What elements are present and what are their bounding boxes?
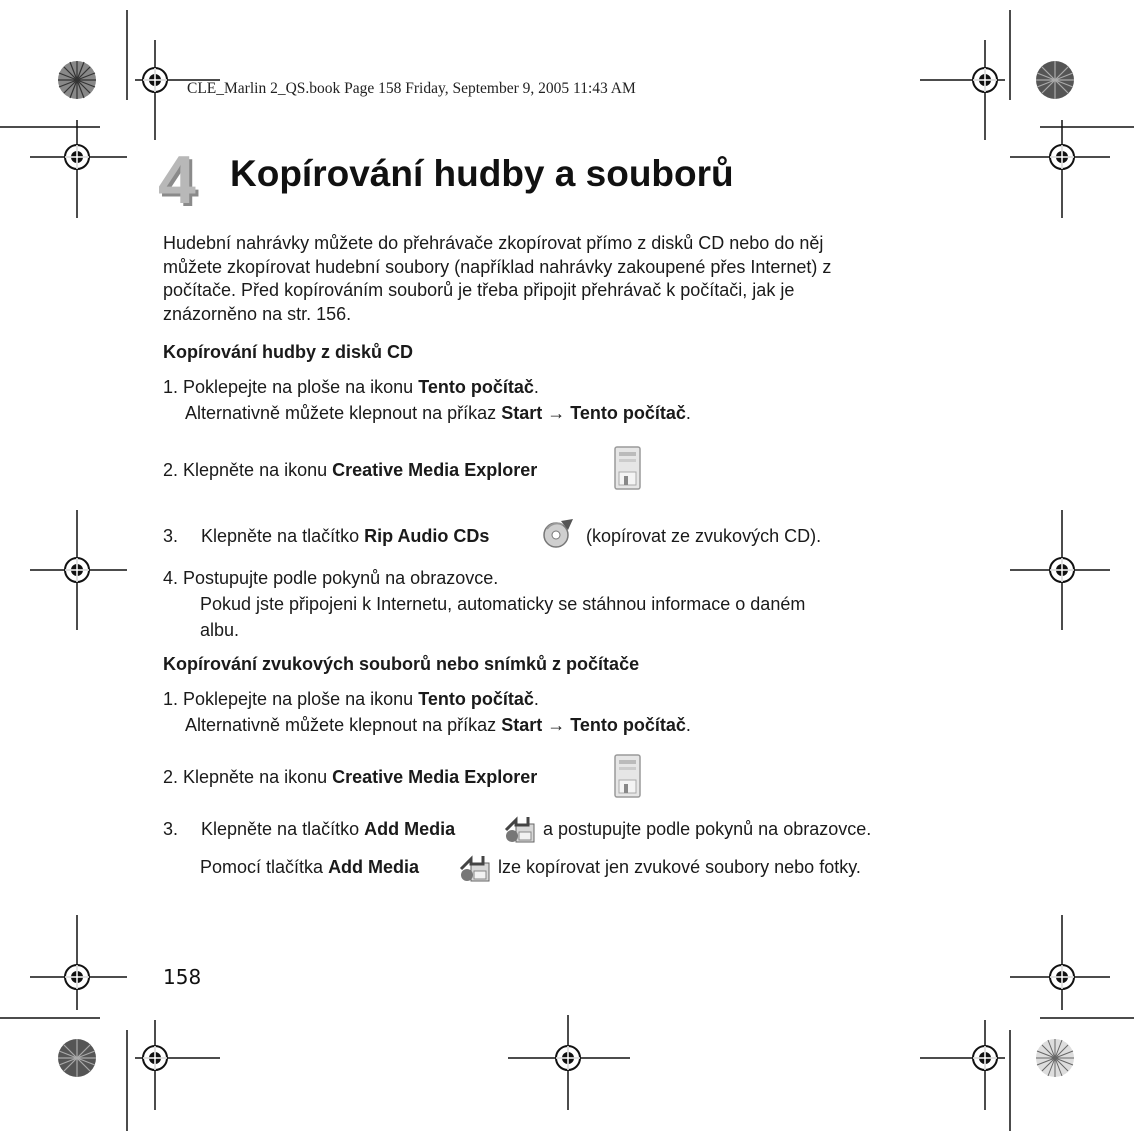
step-3 [201, 818, 455, 840]
step-text: 1. Poklepejte na ploše na ikonu [163, 377, 419, 397]
step-4-detail: Pokud jste připojeni k Internetu, automaticky se stáhnou informace o daném [200, 594, 806, 614]
arrow-symbol: → [542, 715, 571, 735]
step-1 [163, 688, 539, 710]
step-text: . [685, 403, 691, 423]
note-bold: Add Media [328, 857, 420, 877]
step-bold: Creative Media Explorer [332, 767, 538, 787]
rip-audio-cd-icon [541, 517, 575, 549]
section-heading-files: Kopírování zvukových souborů nebo snímků z počítače [163, 654, 640, 674]
arrow-symbol: → [542, 403, 571, 423]
step-bold: Tento počítač [570, 403, 686, 423]
step-2 [163, 766, 537, 788]
note-text: Pomocí tlačítka [200, 857, 329, 877]
step-bold: Start [501, 715, 543, 735]
step-text: Alternativně můžete klepnout na příkaz [185, 715, 502, 735]
step-bold: Tento počítač [570, 715, 686, 735]
step-3-num: 3. [163, 819, 179, 839]
step-text: 2. Klepněte na ikonu [163, 460, 333, 480]
step-text: . [533, 689, 539, 709]
step-text: Klepněte na tlačítko [201, 819, 365, 839]
intro-line: znázorněno na str. 156. [163, 303, 352, 324]
step-4: 4. Postupujte podle pokynů na obrazovce. [163, 568, 499, 588]
chapter-number: 4 [158, 142, 196, 218]
step-3 [201, 525, 489, 547]
running-header: CLE_Marlin 2_QS.book Page 158 Friday, September 9, 2005 11:43 AM [187, 80, 636, 97]
step-text: . [685, 715, 691, 735]
step-text: 1. Poklepejte na ploše na ikonu [163, 689, 419, 709]
intro-line: Hudební nahrávky můžete do přehrávače zkopírovat přímo z disků CD nebo do něj [163, 233, 824, 253]
step-1-alt [185, 402, 691, 424]
intro-line: můžete zkopírovat hudební soubory (například nahrávky zakoupené přes Internet) z [163, 256, 832, 277]
step-bold: Add Media [364, 819, 456, 839]
step-bold: Start [501, 403, 543, 423]
note-suffix: lze kopírovat jen zvukové soubory nebo fotky. [498, 857, 861, 877]
step-text: . [533, 377, 539, 397]
step-bold: Rip Audio CDs [364, 526, 490, 546]
page-number: 158 [163, 965, 202, 989]
note-line [200, 856, 419, 878]
media-explorer-icon [613, 753, 643, 799]
add-media-icon [459, 851, 493, 885]
step-text: 2. Klepněte na ikonu [163, 767, 333, 787]
intro-paragraph [163, 232, 963, 326]
step-bold: Tento počítač [418, 377, 534, 397]
step-1-alt [185, 714, 691, 736]
step-text: Alternativně můžete klepnout na příkaz [185, 403, 502, 423]
step-bold: Creative Media Explorer [332, 460, 538, 480]
step-1 [163, 376, 539, 398]
step-4-detail: albu. [200, 620, 240, 640]
section-heading-cd: Kopírování hudby z disků CD [163, 342, 414, 362]
page-title: Kopírování hudby a souborů [230, 153, 734, 194]
step-2 [163, 459, 537, 481]
step-bold: Tento počítač [418, 689, 534, 709]
media-explorer-icon [613, 445, 643, 491]
intro-line: počítače. Před kopírováním souborů je třeba připojit přehrávač k počítači, jak je [163, 280, 795, 300]
add-media-icon [504, 812, 538, 846]
step-text: Klepněte na tlačítko [201, 526, 365, 546]
step-3-num: 3. [163, 526, 179, 546]
step-3-suffix: a postupujte podle pokynů na obrazovce. [543, 819, 872, 839]
step-3-suffix: (kopírovat ze zvukových CD). [586, 526, 822, 546]
